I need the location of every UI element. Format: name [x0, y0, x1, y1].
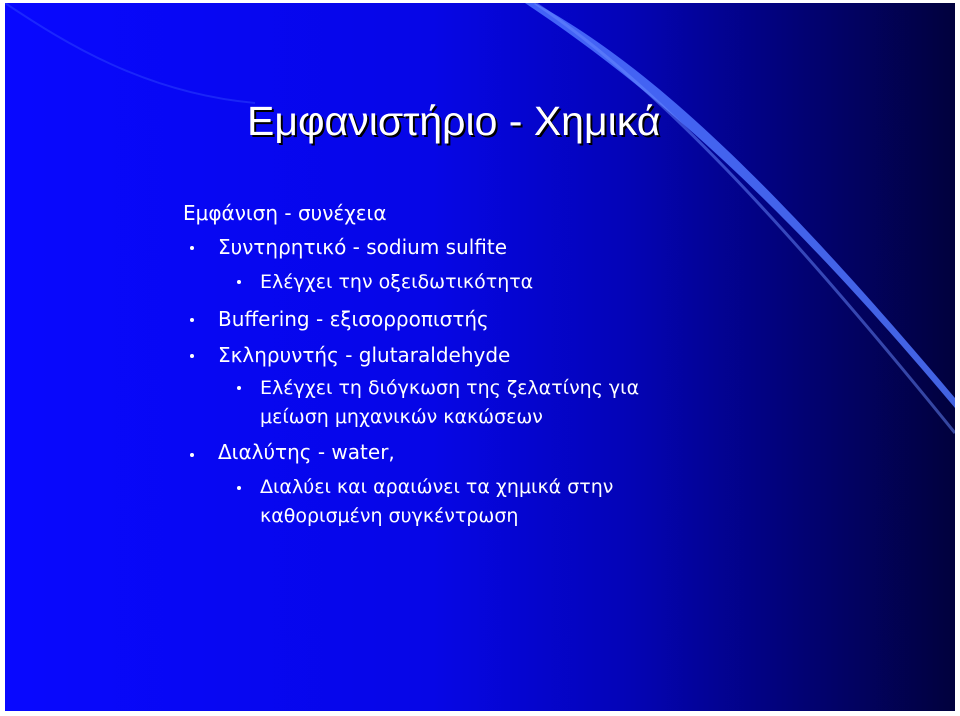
subtitle-line: Εμφάνιση - συνέχεια — [183, 201, 387, 225]
list-subitem-swelling: Ελέγχει τη διόγκωση της ζελατίνης για — [260, 377, 640, 399]
bullet-icon — [237, 386, 241, 390]
list-item-hardener: Σκληρυντής - glutaraldehyde — [218, 343, 511, 367]
bullet-icon — [237, 486, 241, 490]
bullet-icon — [237, 280, 241, 284]
bullet-icon — [190, 354, 194, 358]
bullet-icon — [190, 246, 194, 250]
slide-title: Εμφανιστήριο - Χημικά — [247, 98, 661, 144]
list-item-buffering: Buffering - εξισορροπιστής — [218, 307, 489, 331]
list-item-solvent: Διαλύτης - water, — [218, 440, 395, 464]
list-item-preservative: Συντηρητικό - sodium sulfite — [218, 235, 508, 259]
list-subitem-oxidation: Ελέγχει την οξειδωτικότητα — [260, 271, 534, 293]
list-subitem-swelling-cont: μείωση μηχανικών κακώσεων — [260, 406, 543, 428]
bullet-icon — [190, 453, 194, 457]
list-subitem-dissolve: Διαλύει και αραιώνει τα χημικά στην — [260, 476, 614, 498]
slide — [5, 3, 955, 711]
bullet-icon — [190, 318, 194, 322]
list-subitem-dissolve-cont: καθορισμένη συγκέντρωση — [260, 505, 519, 527]
